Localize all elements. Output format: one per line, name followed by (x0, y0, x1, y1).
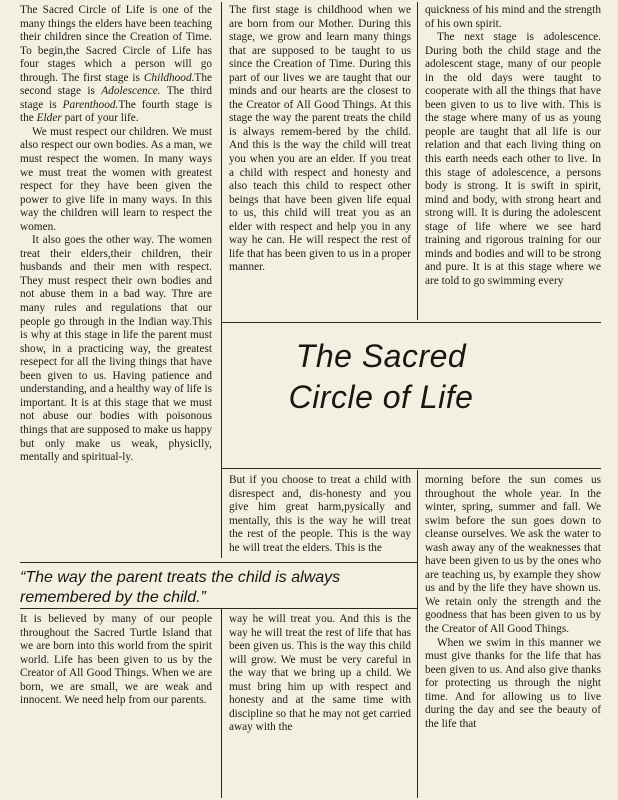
column-2-top-text (229, 4, 411, 314)
column-divider (221, 2, 222, 558)
column-2-middle-text (229, 474, 411, 568)
column-divider (221, 608, 222, 798)
pull-quote-rule-top (20, 562, 418, 563)
respect-children-paragraph: We must respect our children. We must also respect our own bodies. As a man, we must respect the women. In many ways we must treat the women with greatest respect for they have been given the power to give life in many ways. In this way the children will learn to respect the women. (20, 125, 212, 233)
column-3-top-text (425, 4, 601, 322)
column-1-text (20, 4, 212, 570)
thanks-paragraph: When we swim in this manner we must give thanks for the life that has been given to us. And also give thanks for protecting us through the night time. And for allowing us to live during the day and see the beauty of the life that (425, 636, 601, 730)
spirit-world-paragraph: It is believed by many of our people throughout the Sacred Turtle Island that we are born into this world from the spirit world. Life has been given to us by the Creator of All Good Things. When we are born, we are small, we are weak and innocent. We need help from our parents. (20, 613, 212, 707)
disrespect-paragraph: But if you choose to treat a child with disrespect and, dis-honesty and you give him great harm,pysically and mentally, this is the way he will treat the rest of the people. This is the way he will treat the elders. This is the (229, 474, 411, 554)
column-3-bottom-text (425, 474, 601, 798)
continued-paragraph: quickness of his mind and the strength of his own spirit. (425, 4, 601, 30)
title-rule-top (221, 322, 601, 323)
swimming-paragraph: morning before the sun comes us throughout the whole year. In the winter, spring, summer and fall. We swim before the sun goes down to cleanse ourselves. We ask the water to wash away any of the weaknesses that have been given to us by the ones who are teaching us, by example they show us and by the life they have shown us. We retain only the strength and the goodness that has been given to us by the Creator of All Good Things. (425, 474, 601, 636)
column-divider (417, 470, 418, 798)
article-title-line-1: The Sacred (295, 338, 467, 374)
intro-paragraph: The Sacred Circle of Life is one of the many things the elders have been teaching their children since the Creation of Time. To begin,the Sacred Circle of Life has four stages which a person will go through. The first stage is Childhood.The second stage is Adolescence. The third stage is Parenthood.The fourth stage is the Elder part of your life. (20, 4, 212, 125)
first-stage-paragraph: The first stage is childhood when we are born from our Mother. During this stage, we grow and learn many things that are supposed to be taught to us since the Creation of Time. During this part of our lives we are taught that our minds and our hearts are the closest to the Creator of All Good Things. At this stage the way the parent treats the child is always remem-bered by the child. And this is the way the child will treat you when you are an elder. If you treat a child with respect and honesty and also teach this child to respect other beings that have been given life equal to us, this child will treat you as an elder with respect and help you in any way he can. He will respect the rest of life that has been given to us in a proper manner. (229, 4, 411, 274)
article-title (236, 336, 526, 418)
pull-quote: “The way the parent treats the child is always remembered by the child.” (20, 569, 341, 606)
other-way-paragraph: It also goes the other way. The women treat their elders,their children, their husbands and their men with respect. They must respect their own bodies and not abuse them in a bad way. Thre are many rules and regulations that our people go through in the Indian way.This is why at this stage in life the parent must show, in a practicing way, the greatest resepect for all the living things that have been given to us. Having patience and understanding, and a healthy way of life is important. It is at this stage that we must not abuse our bodies with poisonous things that are supposed to make us happy but only make us weak, physiclly, mentally and spiritual-ly. (20, 234, 212, 464)
column-1-bottom-text (20, 613, 212, 798)
article-title-line-2: Circle of Life (288, 379, 474, 415)
title-rule-bottom (221, 468, 601, 469)
column-divider (417, 2, 418, 320)
adolescence-paragraph: The next stage is adolescence. During both the child stage and the adolescent stage, many of our people in the old days were taught to cooperate with all the things that have been given to us to live with. This is the stage where many of us as young people are taught that all life is our relation and that each living thing on this earth needs each other to live. In this stage of adolescence, a persons body is strong. It is swift in spirit, mind and body, with strong heart and strong will. It is during the adolescent stage of life where we see hard training and rigorous training for our minds and bodies and will to be strong and pure. It is at this stage where we are told to go swimming every (425, 31, 601, 287)
pull-quote-rule-bottom (20, 608, 418, 609)
raising-child-paragraph: way he will treat you. And this is the way he will treat the rest of life that has been given us. This is the way this child will grow. We must be very careful in the way that we bring up a child. We must bring him up with respect and honesty and at the same time with discipline so that he may not get carried away with the (229, 613, 411, 734)
column-2-bottom-text (229, 613, 411, 798)
